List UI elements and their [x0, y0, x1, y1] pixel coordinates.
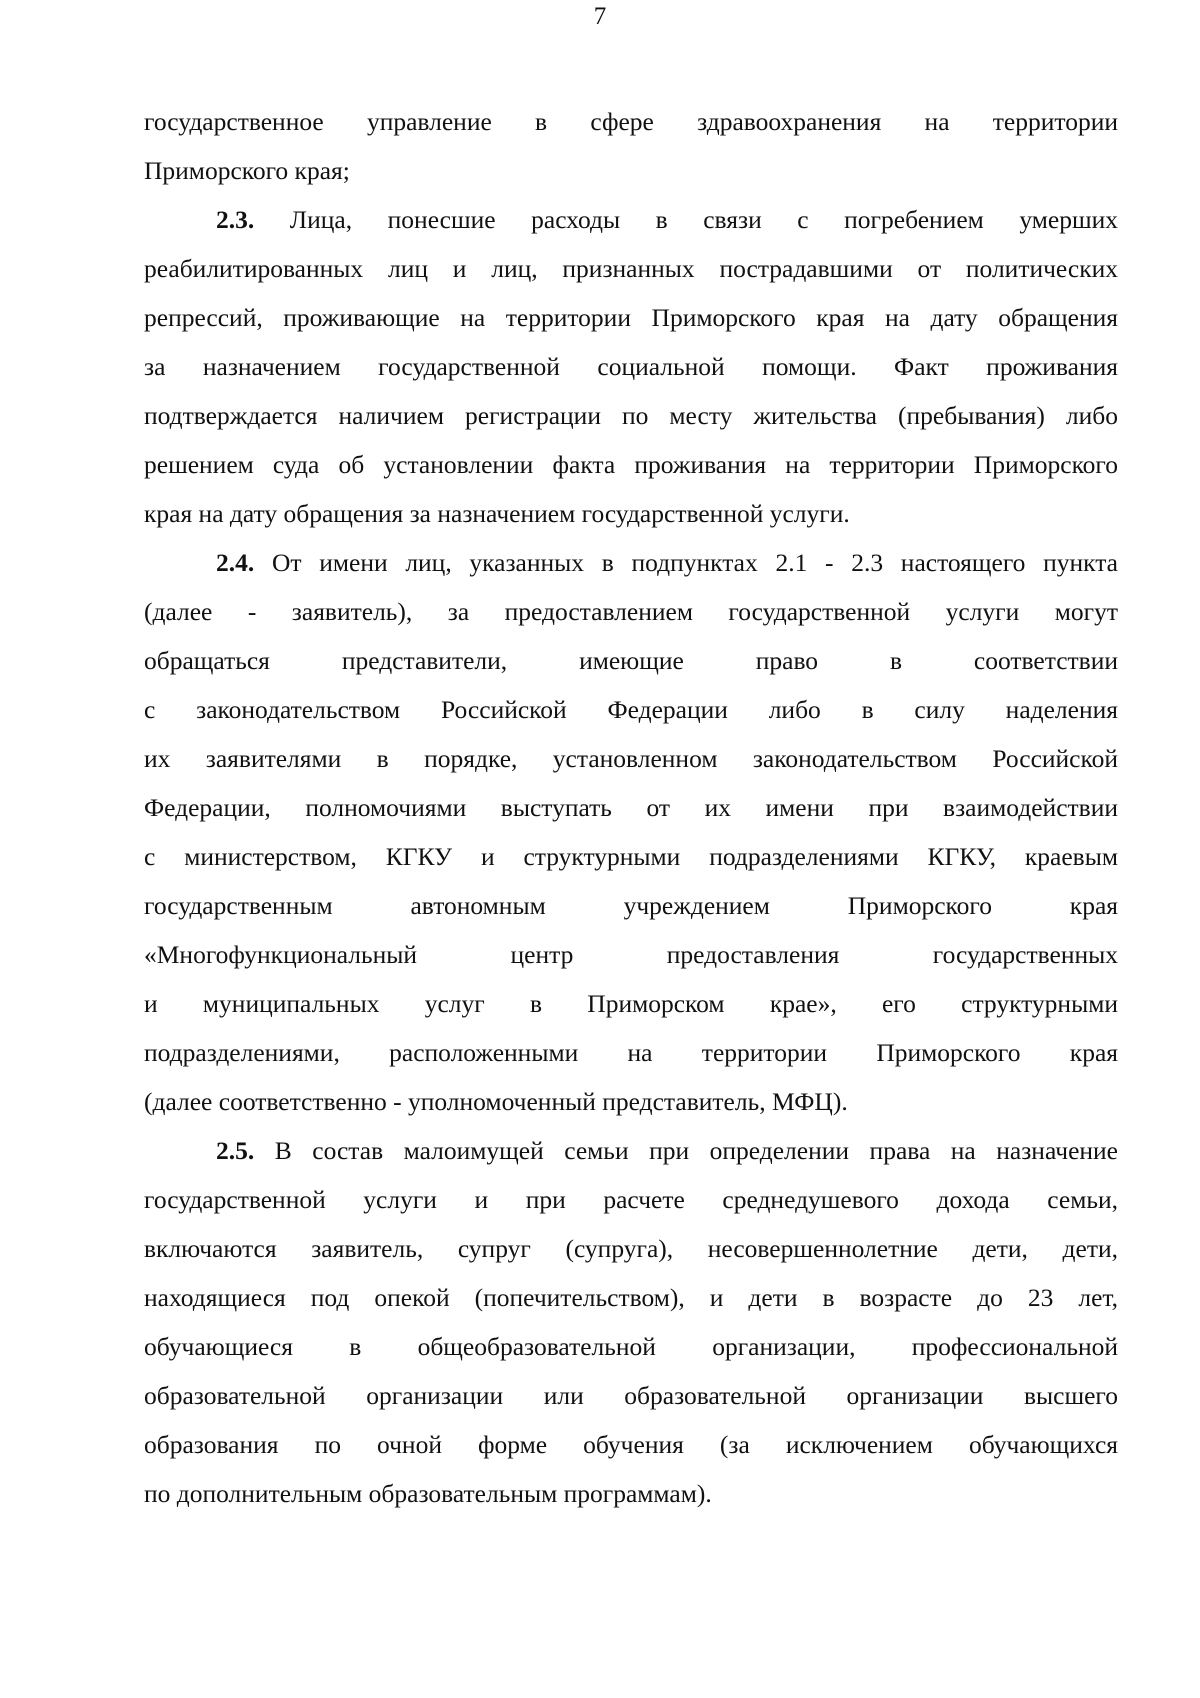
text-line: находящиеся под опекой (попечительством), и дети в возрасте до 23 лет, — [144, 1283, 1118, 1312]
clause-number: 2.4. — [216, 548, 255, 577]
text-line — [144, 1126, 1118, 1175]
text-line: репрессий, проживающие на территории Приморского края на дату обращения — [144, 303, 1118, 332]
text-line: государственной услуги и при расчете среднедушевого дохода семьи, — [144, 1185, 1118, 1214]
text-line: «Многофункциональный центр предоставления государственных — [144, 940, 1118, 969]
text-line — [144, 195, 1118, 244]
paragraph-2-3 — [144, 195, 1118, 538]
paragraph-continuation — [144, 97, 1118, 195]
text-line: Приморского края; — [144, 156, 350, 185]
page-number: 7 — [593, 3, 607, 30]
text-line: включаются заявитель, супруг (супруга), несовершеннолетние дети, дети, — [144, 1234, 1118, 1263]
text-line: обучающиеся в общеобразовательной организации, профессиональной — [144, 1332, 1118, 1361]
text-line: решением суда об установлении факта проживания на территории Приморского — [144, 450, 1118, 479]
text-line: (далее - заявитель), за предоставлением государственной услуги могут — [144, 597, 1118, 626]
text-line: за назначением государственной социальной помощи. Факт проживания — [144, 352, 1118, 381]
text-fragment: От имени лиц, указанных в подпунктах 2.1 - 2.3 настоящего пункта — [254, 548, 1118, 577]
text-line: государственным автономным учреждением Приморского края — [144, 891, 1118, 920]
text-line: образования по очной форме обучения (за исключением обучающихся — [144, 1430, 1118, 1459]
text-fragment: Лица, понесшие расходы в связи с погребением умерших — [254, 205, 1118, 234]
text-line: государственное управление в сфере здравоохранения на территории — [144, 107, 1118, 136]
text-line: по дополнительным образовательным программам). — [144, 1479, 712, 1508]
document-body — [144, 97, 1118, 1518]
text-line: образовательной организации или образовательной организации высшего — [144, 1381, 1118, 1410]
clause-number: 2.5. — [216, 1136, 255, 1165]
text-line: подтверждается наличием регистрации по месту жительства (пребывания) либо — [144, 401, 1118, 430]
paragraph-2-4 — [144, 538, 1118, 1126]
text-line: и муниципальных услуг в Приморском крае», его структурными — [144, 989, 1118, 1018]
text-line: реабилитированных лиц и лиц, признанных пострадавшими от политических — [144, 254, 1118, 283]
text-line: подразделениями, расположенными на территории Приморского края — [144, 1038, 1118, 1067]
text-line: Федерации, полномочиями выступать от их имени при взаимодействии — [144, 793, 1118, 822]
text-line: края на дату обращения за назначением государственной услуги. — [144, 499, 850, 528]
text-line: (далее соответственно - уполномоченный представитель, МФЦ). — [144, 1087, 848, 1116]
text-fragment: В состав малоимущей семьи при определении права на назначение — [254, 1136, 1118, 1165]
text-line — [144, 538, 1118, 587]
text-line: с законодательством Российской Федерации либо в силу наделения — [144, 695, 1118, 724]
text-line: обращаться представители, имеющие право в соответствии — [144, 646, 1118, 675]
text-line: их заявителями в порядке, установленном законодательством Российской — [144, 744, 1118, 773]
paragraph-2-5 — [144, 1126, 1118, 1518]
clause-number: 2.3. — [216, 205, 255, 234]
text-line: с министерством, КГКУ и структурными подразделениями КГКУ, краевым — [144, 842, 1118, 871]
